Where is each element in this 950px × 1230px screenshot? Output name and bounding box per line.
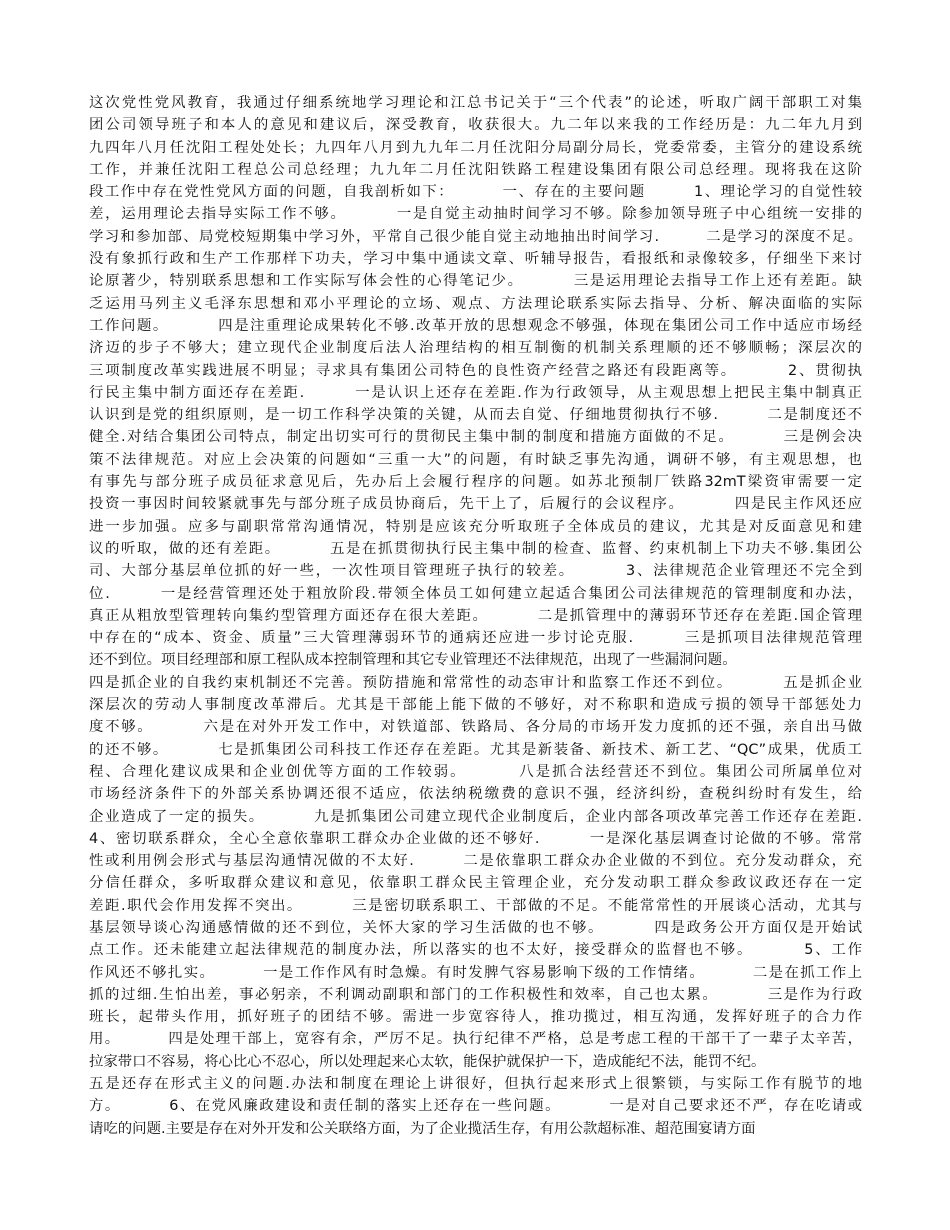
- text-line: 工作问题。 四是注重理论成果转化不够.改革开放的思想观念不够强，体现在集团公司工作中适应市场经: [89, 317, 862, 334]
- text-line: 抓的过细.生怕出差，事必躬亲，不利调动副职和部门的工作积极性和效率，自己也太累。 三是作为行政: [89, 986, 862, 1003]
- text-line: 分信任群众，多听取群众建议和意见，依靠职工群众民主管理企业，充分发动职工群众参政议政还存在一定: [89, 875, 862, 892]
- text-line: 基层领导谈心沟通感情做的还不到位，关怀大家的学习生活做的也不够。 四是政务公开方面仅是开始试: [89, 919, 862, 936]
- text-line: 真正从粗放型管理转向集约型管理方面还存在很大差距。 二是抓管理中的薄弱环节还存在差距.国企管理: [89, 607, 862, 624]
- text-line: 有事先与部分班子成员征求意见后，先办后上会履行程序的问题。如苏北预制厂铁路32mT梁资审需要一定: [89, 474, 862, 491]
- text-line: 五是还存在形式主义的问题.办法和制度在理论上讲很好，但执行起来形式上很繁锁，与实际工作有脱节的地: [89, 1076, 862, 1093]
- text-line: 差，运用理论去指导实际工作不够。 一是自觉主动抽时间学习不够。除参加领导班子中心组统一安排的: [89, 206, 862, 223]
- text-line: 进一步加强。应多与副职常常沟通情况，特别是应该充分听取班子全体成员的建议，尤其是对反面意见和建: [89, 518, 862, 535]
- text-line: 乏运用马列主义毛泽东思想和邓小平理论的立场、观点、方法理论联系实际去指导、分析、解决面临的实际: [89, 295, 862, 312]
- text-line: 作风还不够扎实。 一是工作作风有时急燥。有时发脾气容易影响下级的工作情绪。 二是在抓工作上: [89, 964, 862, 981]
- text-line: 行民主集中制方面还存在差距. 一是认识上还存在差距.作为行政领导，从主观思想上把民主集中制真正: [89, 384, 862, 401]
- text-line: 4、密切联系群众，全心全意依靠职工群众办企业做的还不够好. 一是深化基层调查讨论做的不够。常常: [89, 830, 862, 847]
- text-line: 班长，起带头作用，抓好班子的团结不够。需进一步宽容待人，推功揽过，相互沟通，发挥好班子的合力作: [89, 1009, 862, 1026]
- text-line: 健全.对结合集团公司特点，制定出切实可行的贯彻民主集中制的制度和措施方面做的不足。 三是例会决: [89, 429, 862, 446]
- text-line: 点工作。还未能建立起法律规范的制度办法，所以落实的也不太好，接受群众的监督也不够。 5、工作: [89, 942, 862, 959]
- text-line: 这次党性党风教育，我通过仔细系统地学习理论和江总书记关于“三个代表”的论述，听取广阔干部职工对集: [89, 95, 862, 111]
- text-line: 议的听取，做的还有差距。 五是在抓贯彻执行民主集中制的检查、监督、约束机制上下功夫不够.集团公: [89, 540, 862, 557]
- text-line: 三项制度改革实践进展不明显；寻求具有集团公司特色的良性资产经营之路还有段距离等。 2、贯彻执: [89, 362, 862, 379]
- text-line: 方。 6、在党风廉政建设和责任制的落实上还存在一些问题。 一是对自己要求还不严，存在吃请或: [89, 1098, 862, 1115]
- text-line: 还不到位。项目经理部和原工程队成本控制管理和其它专业管理还不法律规范，出现了一些漏洞问题。: [89, 652, 737, 669]
- text-line: 策不法律规范。对应上会决策的问题如“三重一大”的问题，有时缺乏事先沟通，调研不够，有主观思想，也: [89, 451, 862, 468]
- text-line: 市场经济条件下的外部关系协调还很不适应，依法纳税缴费的意识不强，经济纠纷，查税纠纷时有发生，给: [89, 786, 862, 803]
- text-line: 认识到是党的组织原则，是一切工作科学决策的关键，从而去自觉、仔细地贯彻执行不够. 二是制度还不: [89, 407, 862, 424]
- text-line: 投资一事因时间较紧就事先与部分班子成员协商后，先干上了，后履行的会议程序。 四是民主作风还应: [89, 496, 862, 513]
- document-body: [89, 92, 862, 1140]
- text-line: 位. 一是经营管理还处于粗放阶段.带领全体员工如何建立起适合集团公司法律规范的管理制度和办法，: [89, 585, 862, 602]
- text-line: 学习和参加部、局党校短期集中学习外，平常自己很少能自觉主动地抽出时间学习. 二是学习的深度不足。: [89, 228, 862, 245]
- text-line: 四是抓企业的自我约束机制还不完善。预防措施和常常性的动态审计和监察工作还不到位。 五是抓企业: [89, 674, 862, 691]
- text-line: 工作，并兼任沈阳工程总公司总经理；九九年二月任沈阳铁路工程建设集团有限公司总经理。现将我在这阶: [89, 161, 862, 178]
- text-line: 企业造成了一定的损失。 九是抓集团公司建立现代企业制度后，企业内部各项改革完善工作还存在差距.: [89, 808, 862, 825]
- text-line: 团公司领导班子和本人的意见和建议后，深受教育，收获很大。九二年以来我的工作经历是：九二年九月到: [89, 117, 862, 134]
- text-line: 请吃的问题.主要是存在对外开发和公关联络方面，为了企业揽活生存，有用公款超标准、超范围宴请方面: [89, 1120, 756, 1137]
- text-line: 差距.职代会作用发挥不突出。 三是密切联系职工、干部做的不足。不能常常性的开展谈心活动，尤其与: [89, 897, 862, 914]
- text-line: 九四年八月任沈阳工程处处长；九四年八月到九九年二月任沈阳分局副分局长，党委常委，主管分的建设系统: [89, 139, 862, 156]
- text-line: 中存在的“成本、资金、质量”三大管理薄弱环节的通病还应进一步讨论克服. 三是抓项目法律规范管理: [89, 630, 862, 647]
- text-line: 济迈的步子不够大；建立现代企业制度后法人治理结构的相互制衡的机制关系理顺的还不够顺畅；深层次的: [89, 340, 862, 357]
- text-line: 性或利用例会形式与基层沟通情况做的不太好. 二是依靠职工群众办企业做的不到位。充分发动群众，充: [89, 853, 862, 870]
- text-line: 拉家带口不容易，将心比心不忍心，所以处理起来心太软，能保护就保护一下，造成能纪不法，能罚不纪。: [89, 1053, 766, 1070]
- text-line: 用。 四是处理干部上，宽容有余，严厉不足。执行纪律不严格，总是考虑工程的干部干了一辈子太辛苦，: [89, 1031, 862, 1048]
- text-line: 深层次的劳动人事制度改革滞后。尤其是干部能上能下做的不够好，对不称职和造成亏损的领导干部惩处力: [89, 697, 862, 714]
- text-line: 程、合理化建议成果和企业创优等方面的工作较弱。 八是抓合法经营还不到位。集团公司所属单位对: [89, 763, 862, 780]
- text-line: 司、大部分基层单位抓的好一些，一次性项目管理班子执行的较差。 3、法律规范企业管理还不完全到: [89, 563, 862, 580]
- text-line: 的还不够。 七是抓集团公司科技工作还存在差距。尤其是新装备、新技术、新工艺、“QC”成果，优质工: [89, 741, 862, 758]
- text-line: 没有象抓行政和生产工作那样下功夫，学习中集中通读文章、听辅导报告，看报纸和录像较多，仔细坐下来讨: [89, 251, 862, 268]
- text-line: 论原著少，特别联系思想和工作实际写体会性的心得笔记少。 三是运用理论去指导工作上还有差距。缺: [89, 273, 862, 290]
- text-line: 段工作中存在党性党风方面的问题，自我剖析如下： 一、存在的主要问题 1、理论学习的自觉性较: [89, 184, 862, 201]
- text-line: 度不够。 六是在对外开发工作中，对铁道部、铁路局、各分局的市场开发力度抓的还不强，亲自出马做: [89, 719, 862, 736]
